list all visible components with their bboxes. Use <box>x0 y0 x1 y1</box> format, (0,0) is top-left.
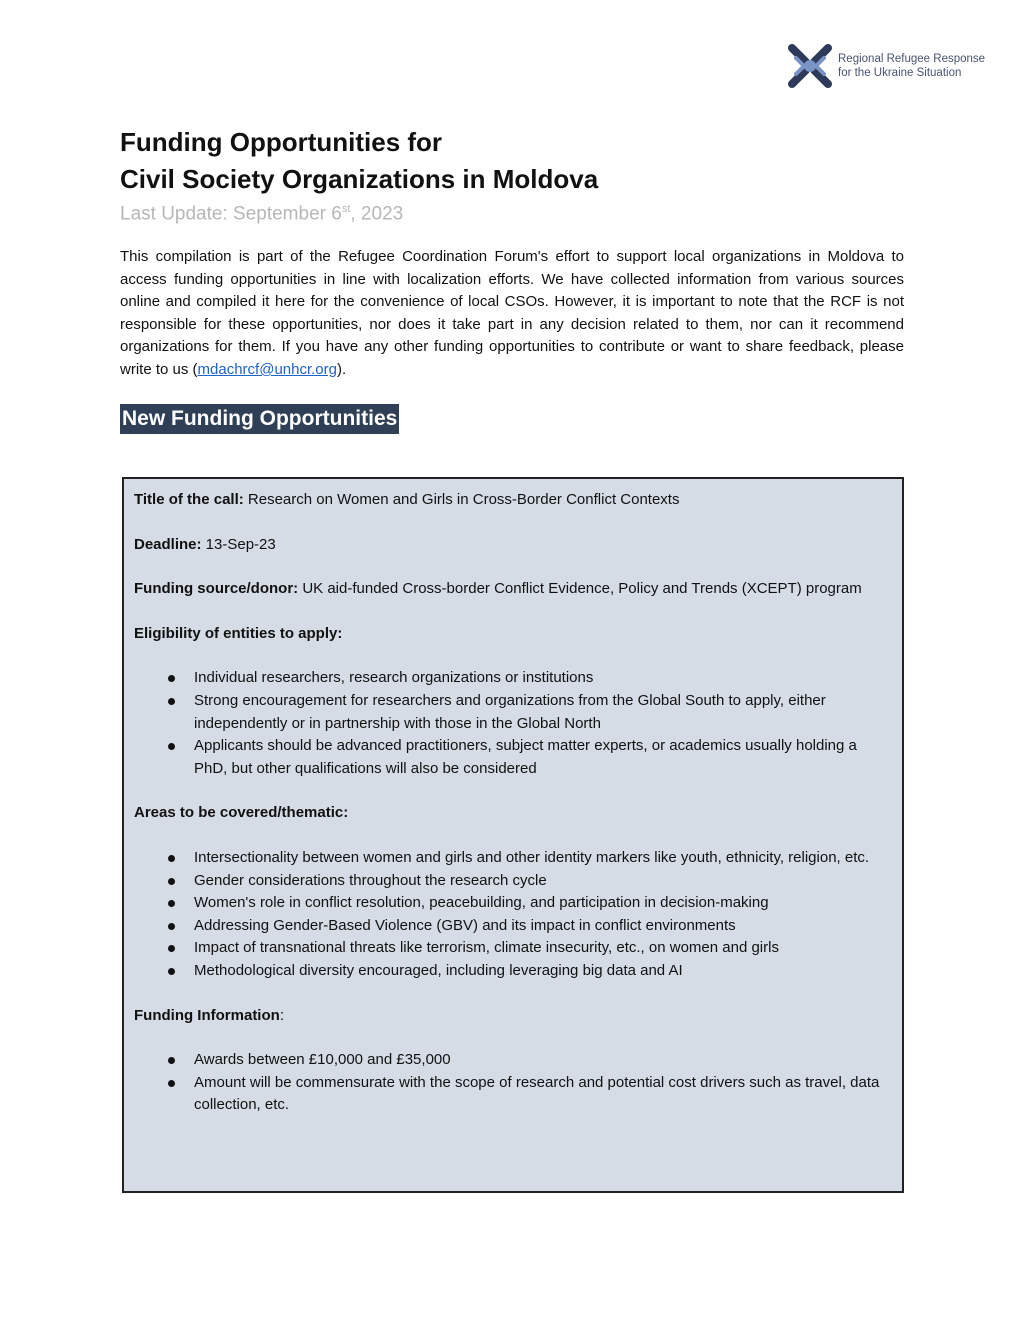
eligibility-label: Eligibility of entities to apply: <box>134 624 343 642</box>
intro-closing: ). <box>336 360 347 378</box>
list-item: Impact of transnational threats like terrorism, climate insecurity, etc., on women and girls <box>194 937 892 960</box>
list-item: Methodological diversity encouraged, including leveraging big data and AI <box>194 960 892 983</box>
deadline <box>134 534 892 557</box>
title-line-1: Funding Opportunities for <box>120 127 443 157</box>
logo-text <box>838 52 985 80</box>
list-item: Individual researchers, research organizations or institutions <box>194 667 892 690</box>
update-suffix: , 2023 <box>350 203 404 225</box>
update-sup: st <box>341 203 351 215</box>
list-item: Women's role in conflict resolution, peacebuilding, and participation in decision-making <box>194 892 892 915</box>
logo <box>786 42 985 90</box>
intro-text: This compilation is part of the Refugee Coordination Forum's effort to support local organizations in Moldova to access funding opportunities in line with localization efforts. We have collected information from various sources online and compiled it here for the convenience of local CSOs. However, it is important to note that the RCF is not responsible for these opportunities, nor does it take part in any decision related to them, nor can it recommend organizations for them. If you have any other funding opportunities to contribute or want to share feedback, please write to us ( <box>120 248 904 378</box>
funding-label: Funding Information <box>134 1006 280 1024</box>
list-item: Strong encouragement for researchers and organizations from the Global South to apply, either independently or in partnership with those in the Global North <box>194 690 892 735</box>
areas-label: Areas to be covered/thematic: <box>134 804 349 822</box>
call-title-value: Research on Women and Girls in Cross-Border Conflict Contexts <box>243 491 680 508</box>
update-prefix: Last Update: September 6 <box>120 203 342 225</box>
source-value: UK aid-funded Cross-border Conflict Evidence, Policy and Trends (XCEPT) program <box>298 580 862 598</box>
funding-list <box>134 1049 892 1117</box>
eligibility-list <box>134 667 892 780</box>
list-item: Intersectionality between women and girls and other identity markers like youth, ethnicity, religion, etc. <box>194 847 892 870</box>
section-heading: New Funding Opportunities <box>120 404 399 434</box>
list-item: Awards between £10,000 and £35,000 <box>194 1049 892 1072</box>
call-title <box>134 489 892 512</box>
funding-colon: : <box>279 1006 284 1024</box>
last-update <box>120 196 403 227</box>
list-item: Amount will be commensurate with the scope of research and potential cost drivers such as travel, data collection, etc. <box>194 1072 892 1117</box>
funding-source <box>134 578 892 601</box>
intro-paragraph <box>120 246 904 382</box>
contact-email-link[interactable]: mdachrcf@unhcr.org <box>197 360 337 378</box>
list-item: Addressing Gender-Based Violence (GBV) and its impact in conflict environments <box>194 915 892 938</box>
deadline-value: 13-Sep-23 <box>201 535 276 553</box>
call-title-label: Title of the call: <box>134 491 244 508</box>
list-item: Gender considerations throughout the research cycle <box>194 870 892 893</box>
eligibility-heading <box>134 623 892 646</box>
opportunity-card <box>122 477 904 1193</box>
page-title <box>120 124 598 198</box>
source-label: Funding source/donor: <box>134 580 299 598</box>
list-item: Applicants should be advanced practitioners, subject matter experts, or academics usually holding a PhD, but other qualifications will also be considered <box>194 735 892 780</box>
logo-line-1: Regional Refugee Response <box>838 53 986 65</box>
title-line-2: Civil Society Organizations in Moldova <box>120 164 599 194</box>
deadline-label: Deadline: <box>134 535 202 553</box>
areas-list <box>134 847 892 983</box>
logo-line-2: for the Ukraine Situation <box>838 67 962 79</box>
funding-heading <box>134 1005 892 1028</box>
areas-heading <box>134 802 892 825</box>
rrp-logo-icon <box>786 42 834 90</box>
